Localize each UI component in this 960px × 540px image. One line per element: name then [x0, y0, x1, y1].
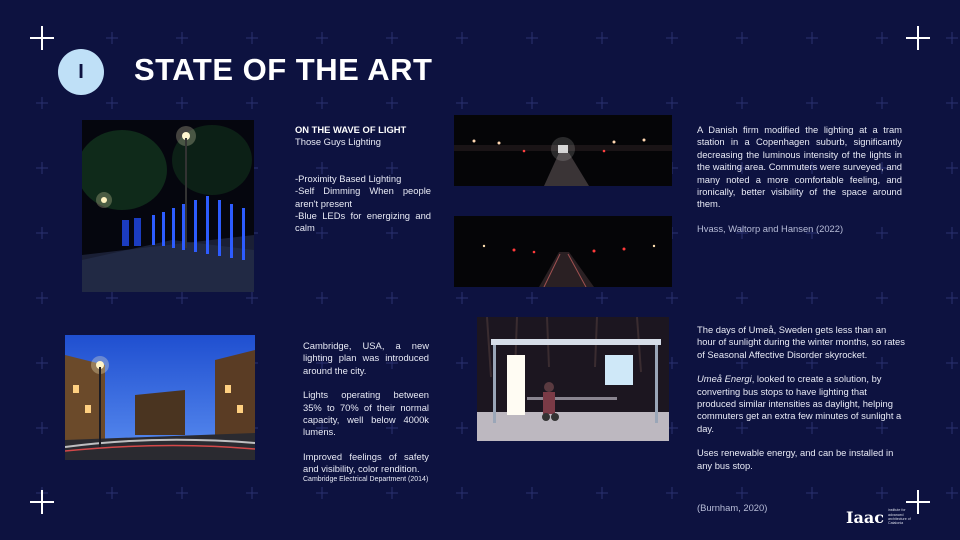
cambridge-text	[303, 340, 429, 484]
corner-plus-icon-top-left	[30, 26, 54, 50]
wave-bullet: -Proximity Based Lighting	[295, 172, 402, 184]
danish-firm-text	[697, 124, 902, 235]
photo-blue-led-path	[82, 120, 254, 292]
iaac-logo	[846, 503, 926, 531]
wave-of-light-text	[295, 124, 431, 235]
umea-p1: The days of Umeå, Sweden gets less than an hour of sunlight during the winter months, so rates of Seasonal Affective Disorder skyrocket.	[697, 324, 905, 360]
wave-bullet: -Self Dimming When people aren't present	[295, 185, 431, 209]
umea-p2-rest: , looked to create a solution, by converting bus stops to have lighting that produced similar intensities as daylight, helping commuters get an extra few minutes of sunlight a day.	[697, 373, 902, 434]
corner-plus-icon-top-right	[906, 26, 930, 50]
corner-plus-icon-bottom-left	[30, 490, 54, 514]
danish-body: A Danish firm modified the lighting at a tram station in a Copenhagen suburb, significantly decreasing the luminous intensity of the lights in the waiting area. Commuters were surveyed, and many noted a more comfortable feeling, and ironically, better visibility of the space around them.	[697, 124, 902, 210]
cambridge-p2: Lights operating between 35% to 70% of their normal capacity, well below 4000k lumens.	[303, 389, 429, 438]
umea-p2	[697, 373, 907, 435]
wave-heading: ON THE WAVE OF LIGHT	[295, 124, 407, 135]
section-number-badge: I	[58, 49, 104, 95]
photo-cambridge-street	[65, 335, 255, 460]
umea-p3: Uses renewable energy, and can be installed in any bus stop.	[697, 447, 894, 471]
wave-bullet: -Blue LEDs for energizing and calm	[295, 210, 431, 234]
umea-company: Umeå Energi	[697, 373, 752, 385]
umea-text	[697, 324, 907, 514]
logo-subtext: institute for advanced architecture of Catalonia	[887, 508, 911, 526]
page-title: STATE OF THE ART	[134, 52, 433, 87]
photo-tram-station-before	[454, 115, 672, 186]
photo-tram-station-after	[454, 216, 672, 287]
logo-wordmark: Iaac	[846, 507, 884, 527]
danish-citation: Hvass, Waltorp and Hansen (2022)	[697, 222, 844, 234]
photo-bus-stop	[477, 317, 669, 441]
umea-citation: (Burnham, 2020)	[697, 502, 768, 514]
cambridge-p3: Improved feelings of safety and visibility, color rendition.	[303, 450, 429, 475]
wave-subheading: Those Guys Lighting	[295, 136, 381, 148]
cambridge-p1: Cambridge, USA, a new lighting plan was introduced around the city.	[303, 340, 429, 376]
cambridge-citation: Cambridge Electrical Department (2014)	[303, 475, 429, 483]
